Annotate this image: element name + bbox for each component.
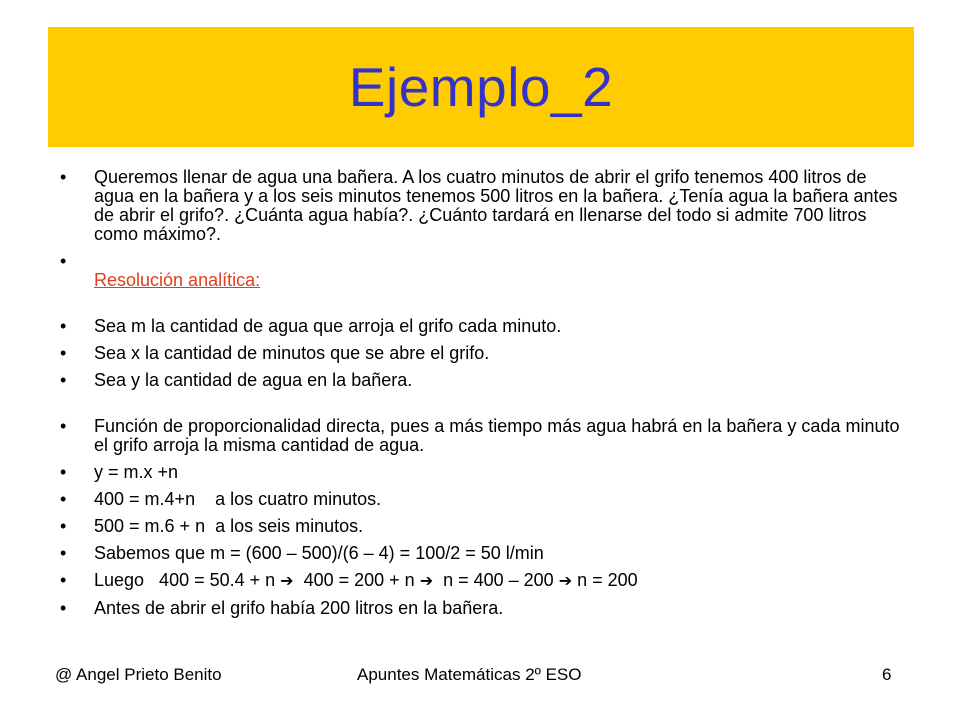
eq-six-text: 500 = m.6 + n a los seis minutos. (94, 516, 364, 536)
bullet-conclusion (60, 599, 910, 618)
def-m-text: Sea m la cantidad de agua que arroja el grifo cada minuto. (94, 316, 562, 336)
content-body (60, 168, 910, 618)
bullet-eq-six (60, 517, 910, 536)
bullet-solve (60, 571, 910, 591)
footer-author: @ Angel Prieto Benito (55, 665, 222, 684)
solve-prefix: Luego 400 = 50.4 + n (94, 570, 281, 590)
bullet-equation (60, 463, 910, 482)
bullet-marker: • (60, 167, 67, 187)
equation-text: y = m.x +n (94, 462, 179, 482)
bullet-slope (60, 544, 910, 563)
arrow-right-icon: ➔ (280, 573, 294, 590)
bullet-marker: • (60, 416, 67, 436)
bullet-function-type (60, 417, 910, 455)
bullet-marker: • (60, 316, 67, 336)
title-banner (48, 27, 914, 147)
solve-mid2: n = 400 – 200 (433, 570, 559, 590)
arrow-right-icon: ➔ (419, 573, 434, 590)
bullet-marker: • (60, 543, 67, 563)
bullet-marker: • (60, 516, 67, 536)
footer-course: Apuntes Matemáticas 2º ESO (357, 665, 582, 684)
bullet-def-y (60, 371, 910, 390)
bullet-problem (60, 168, 910, 244)
bullet-marker: • (60, 570, 67, 590)
eq-four-text: 400 = m.4+n a los cuatro minutos. (94, 489, 382, 509)
bullet-marker: • (60, 370, 67, 390)
problem-text: Queremos llenar de agua una bañera. A los cuatro minutos de abrir el grifo tenemos 400 litros de agua en la bañera y a los seis minutos tenemos 500 litros en la bañera. ¿Tenía agua la bañera antes de abrir el grifo?. ¿Cuánta agua había?. ¿Cuánto tardará en llenarse del todo si admite 700 litros como máximo?. (94, 167, 898, 244)
bullet-marker: • (60, 251, 67, 271)
def-y-text: Sea y la cantidad de agua en la bañera. (94, 370, 413, 390)
bullet-resolution (60, 252, 910, 290)
arrow-right-icon: ➔ (558, 573, 573, 590)
bullet-marker: • (60, 598, 67, 618)
bullet-eq-four (60, 490, 910, 509)
def-x-text: Sea x la cantidad de minutos que se abre el grifo. (94, 343, 490, 363)
bullet-marker: • (60, 489, 67, 509)
function-type-text: Función de proporcionalidad directa, pues a más tiempo más agua habrá en la bañera y cada minuto el grifo arroja la misma cantidad de agua. (94, 416, 900, 455)
page-number: 6 (882, 665, 892, 684)
solve-end: n = 200 (572, 570, 638, 590)
slide-title: Ejemplo_2 (348, 55, 614, 118)
bullet-def-m (60, 317, 910, 336)
solve-mid1: 400 = 200 + n (293, 570, 420, 590)
bullet-def-x (60, 344, 910, 363)
bullet-marker: • (60, 343, 67, 363)
conclusion-text: Antes de abrir el grifo había 200 litros en la bañera. (94, 598, 504, 618)
bullet-marker: • (60, 462, 67, 482)
slope-text: Sabemos que m = (600 – 500)/(6 – 4) = 100/2 = 50 l/min (94, 543, 544, 563)
resolution-heading-link[interactable]: Resolución analítica: (94, 270, 261, 290)
